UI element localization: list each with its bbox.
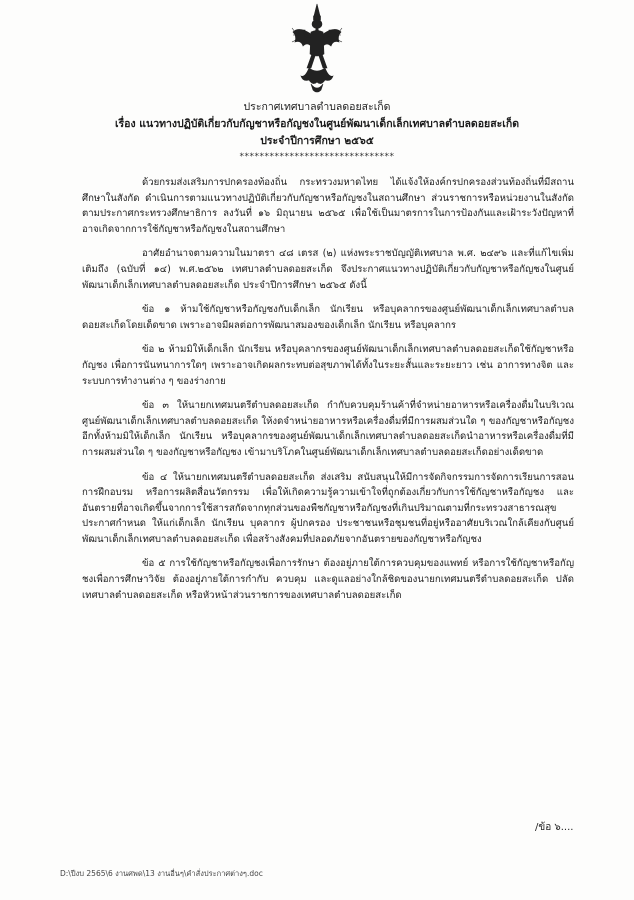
issuer-title: ประกาศเทศบาลตำบลดอยสะเก็ด bbox=[243, 101, 391, 113]
paragraph-authority: อาศัยอำนาจตามความในมาตรา ๔๘ เตรส (๒) แห่งพระราชบัญญัติเทศบาล พ.ศ. ๒๔๙๖ และที่แก้ไขเพิ่มเติมถึง (ฉบับที่ ๑๔) พ.ศ.๒๕๖๒ เทศบาลตำบลดอยสะเก็ด จึงประกาศแนวทางปฏิบัติเกี่ยวกับกัญชาหรือกัญชงในศูนย์พัฒนาเด็กเล็กเทศบาลตำบลดอยสะเก็ด ประจำปีการศึกษา ๒๕๖๕ ดังนี้ bbox=[82, 248, 574, 291]
continuation-marker: /ข้อ ๖.... bbox=[535, 822, 574, 833]
paragraph-intro: ด้วยกรมส่งเสริมการปกครองท้องถิ่น กระทรวงมหาดไทย ได้แจ้งให้องค์กรปกครองส่วนท้องถิ่นที่มีสถานศึกษาในสังกัด ดำเนินการตามแนวทางปฏิบัติเกี่ยวกับกัญชาหรือกัญชงในสถานศึกษา ส่วนราชการหรือหน่วยงานในสังกัด ตามประกาศกระทรวงศึกษาธิการ ลงวันที่ ๑๖ มิถุนายน ๒๕๖๕ เพื่อใช้เป็นมาตรการในการป้องกันและเฝ้าระวังปัญหาที่อาจเกิดจากการใช้กัญชาหรือกัญชงในสถานศึกษา bbox=[82, 177, 574, 235]
paragraph-clause-2: ข้อ ๒ ห้ามมิให้เด็กเล็ก นักเรียน หรือบุคลากรของศูนย์พัฒนาเด็กเล็กเทศบาลตำบลดอยสะเก็ดใช้กัญชาหรือกัญชง เพื่อการนันทนาการใดๆ เพราะอาจเกิดผลกระทบต่อสุขภาพได้ทั้งในระยะสั้นและระยะยาว เช่น อาการทางจิต และระบบการทำงานต่าง ๆ ของร่างกาย bbox=[82, 344, 574, 387]
announcement-body bbox=[82, 175, 574, 612]
garuda-emblem-icon bbox=[291, 2, 343, 94]
paragraph-clause-1: ข้อ ๑ ห้ามใช้กัญชาหรือกัญชงกับเด็กเล็ก นักเรียน หรือบุคลากรของศูนย์พัฒนาเด็กเล็กเทศบาลตำบลดอยสะเก็ดโดยเด็ดขาด เพราะอาจมีผลต่อการพัฒนาสมองของเด็กเล็ก นักเรียน หรือบุคลากร bbox=[82, 304, 574, 331]
paragraph-clause-3: ข้อ ๓ ให้นายกเทศมนตรีตำบลดอยสะเก็ด กำกับควบคุมร้านค้าที่จำหน่ายอาหารหรือเครื่องดื่มในบริเวณศูนย์พัฒนาเด็กเล็กเทศบาลตำบลดอยสะเก็ด ให้งดจำหน่ายอาหารหรือเครื่องดื่มที่มีการผสมส่วนใด ๆ ของกัญชาหรือกัญชง อีกทั้งห้ามมิให้เด็กเล็ก นักเรียน หรือบุคลากรของศูนย์พัฒนาเด็กเล็กเทศบาลตำบลดอยสะเก็ดนำอาหารหรือเครื่องดื่มที่มีการผสมส่วนใด ๆ ของกัญชาหรือกัญชง เข้ามาบริโภคในศูนย์พัฒนาเด็กเล็กเทศบาลตำบลดอยสะเก็ดอย่างเด็ดขาด bbox=[82, 400, 574, 458]
paragraph-clause-4: ข้อ ๔ ให้นายกเทศมนตรีตำบลดอยสะเก็ด ส่งเสริม สนับสนุนให้มีการจัดกิจกรรมการจัดการเรียนการสอน การฝึกอบรม หรือการผลิตสื่อนวัตกรรม เพื่อให้เกิดความรู้ความเข้าใจที่ถูกต้องเกี่ยวกับการใช้กัญชาหรือกัญชง และอันตรายที่อาจเกิดขึ้นจากการใช้สารสกัดจากทุกส่วนของพืชกัญชาหรือกัญชงที่เกินปริมาณตามที่กระทรวงสาธารณสุขประกาศกำหนด ให้แก่เด็กเล็ก นักเรียน บุคลากร ผู้ปกครอง ประชาชนหรือชุมชนที่อยู่หรืออาศัยบริเวณใกล้เคียงกับศูนย์พัฒนาเด็กเล็กเทศบาลตำบลดอยสะเก็ด เพื่อสร้างสังคมที่ปลอดภัยจากอันตรายของกัญชาหรือกัญชง bbox=[82, 471, 574, 545]
star-divider: ******************************* bbox=[239, 152, 395, 162]
file-path-footer: D:\ปีงบ 2565\6 งานศพด\13 งานอื่นๆ\คำสั่งประกาศต่างๆ.doc bbox=[60, 869, 263, 878]
paragraph-clause-5: ข้อ ๕ การใช้กัญชาหรือกัญชงเพื่อการรักษา ต้องอยู่ภายใต้การควบคุมของแพทย์ หรือการใช้กัญชาหรือกัญชงเพื่อการศึกษาวิจัย ต้องอยู่ภายใต้การกำกับ ควบคุม และดูแลอย่างใกล้ชิดของนายกเทศมนตรีตำบลดอยสะเก็ด ปลัดเทศบาลตำบลดอยสะเก็ด หรือหัวหน้าส่วนราชการของเทศบาลตำบลดอยสะเก็ด bbox=[82, 558, 574, 601]
academic-year-title: ประจำปีการศึกษา ๒๕๖๕ bbox=[260, 135, 374, 147]
subject-title: เรื่อง แนวทางปฏิบัติเกี่ยวกับกัญชาหรือกัญชงในศูนย์พัฒนาเด็กเล็กเทศบาลตำบลดอยสะเก็ด bbox=[114, 118, 520, 130]
